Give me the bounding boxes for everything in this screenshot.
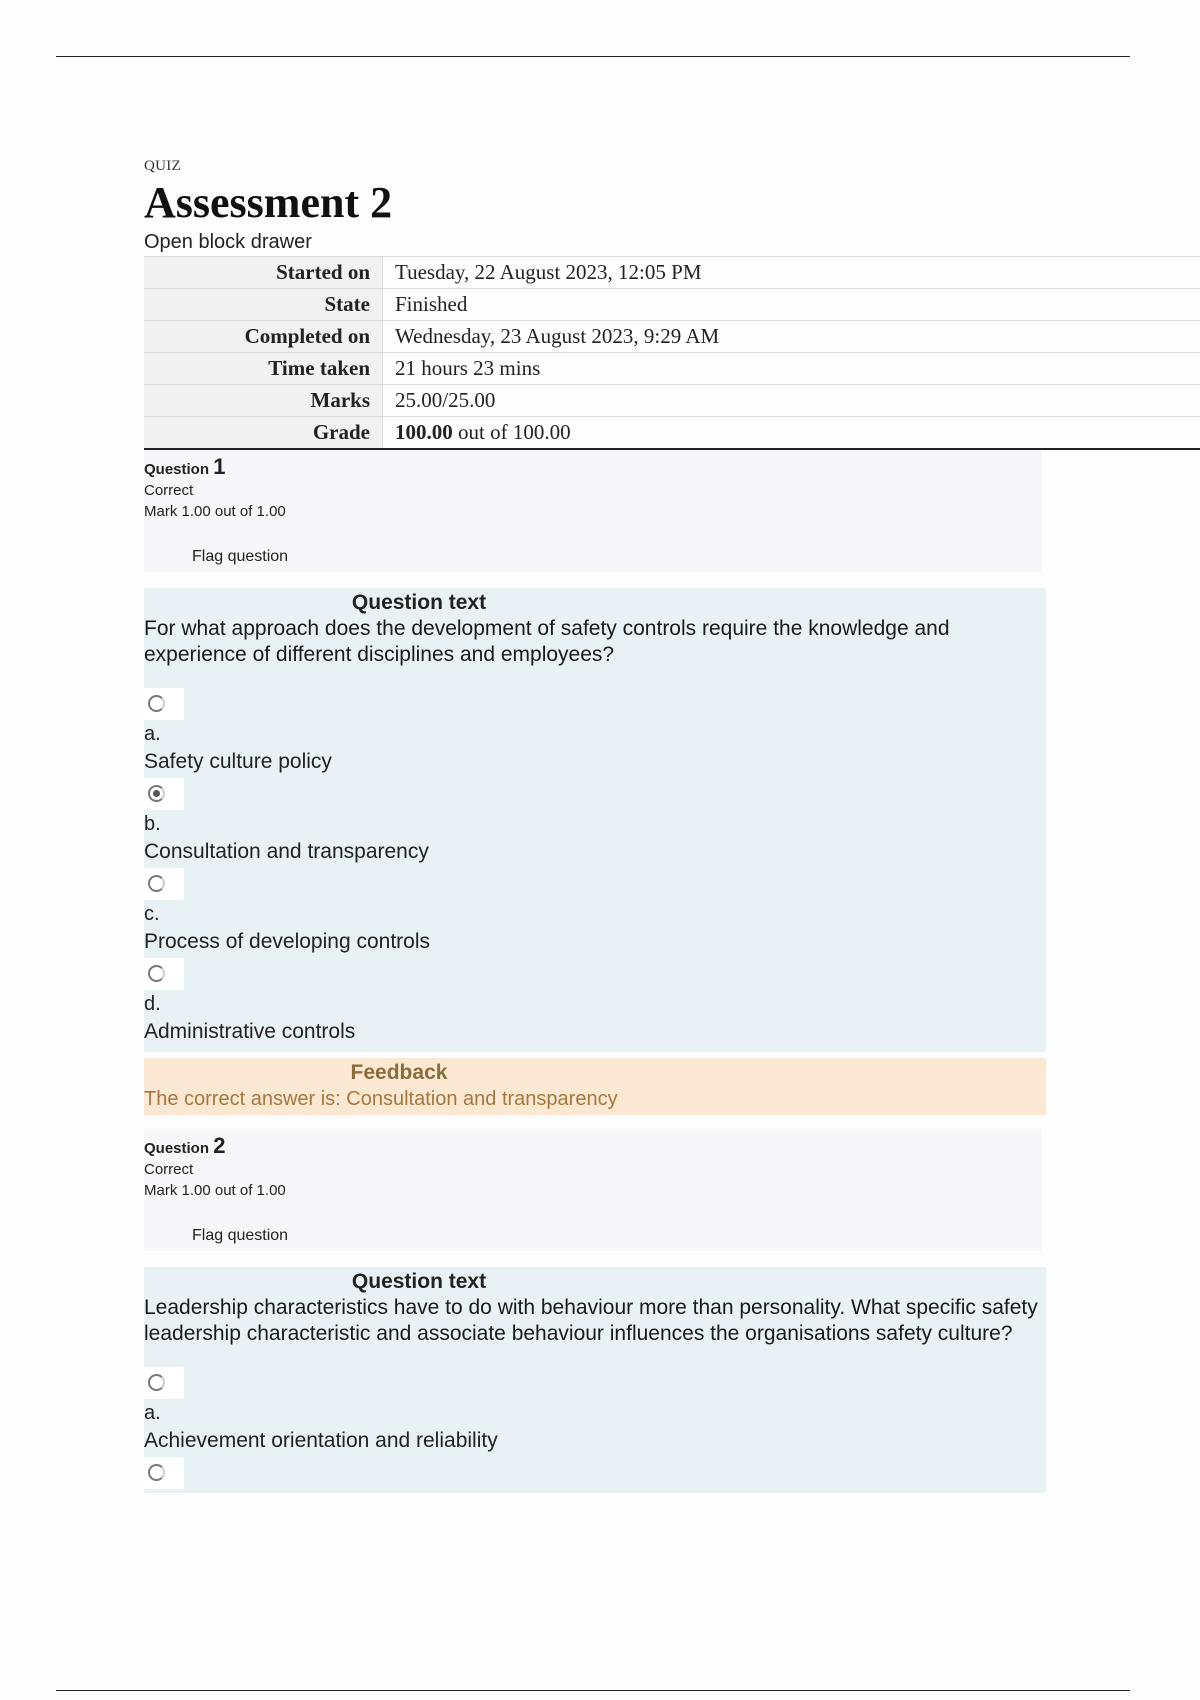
radio-container[interactable] <box>144 1367 184 1399</box>
answer-option[interactable] <box>144 778 1046 866</box>
bottom-rule <box>56 1690 1130 1691</box>
question-number: 2 <box>213 1133 226 1158</box>
summary-row <box>144 321 1200 353</box>
radio-container[interactable] <box>144 868 184 900</box>
option-label: Process of developing controls <box>144 930 430 953</box>
question-formulation <box>144 588 1046 1052</box>
answer-option[interactable] <box>144 1367 1046 1455</box>
radio-button[interactable] <box>148 965 165 982</box>
summary-label: Time taken <box>144 353 383 385</box>
question-title <box>144 454 1042 480</box>
flag-question-link[interactable]: Flag question <box>192 548 289 565</box>
summary-row <box>144 257 1200 289</box>
answer-options <box>144 1367 1046 1489</box>
feedback-text: The correct answer is: Consultation and transparency <box>144 1088 618 1110</box>
option-letter: a. <box>144 723 161 745</box>
feedback-heading: Feedback <box>350 1061 448 1084</box>
question-state: Correct <box>144 1161 194 1178</box>
radio-button[interactable] <box>148 695 165 712</box>
option-letter: a. <box>144 1402 161 1424</box>
question-text: For what approach does the development of safety controls require the knowledge and experience of different disciplines and employees? <box>144 617 950 666</box>
radio-button[interactable] <box>148 1374 165 1391</box>
radio-button[interactable] <box>148 875 165 892</box>
answer-options <box>144 688 1046 1046</box>
summary-value: Finished <box>383 289 1200 321</box>
answer-option[interactable] <box>144 868 1046 956</box>
radio-container[interactable] <box>144 958 184 990</box>
answer-option[interactable] <box>144 1457 1046 1489</box>
attempt-summary-table <box>144 256 1200 450</box>
option-label: Safety culture policy <box>144 750 332 773</box>
question-text-heading: Question text <box>351 591 487 614</box>
quiz-kicker: QUIZ <box>144 158 182 174</box>
question-label: Question <box>144 1140 210 1157</box>
option-letter: b. <box>144 813 161 835</box>
question-info <box>144 450 1042 572</box>
summary-label: Marks <box>144 385 383 417</box>
flag-question-link[interactable]: Flag question <box>192 1227 289 1244</box>
question-mark: Mark 1.00 out of 1.00 <box>144 503 286 520</box>
question-state: Correct <box>144 482 194 499</box>
summary-row <box>144 289 1200 321</box>
top-rule <box>56 56 1130 57</box>
radio-button[interactable] <box>148 1464 165 1481</box>
summary-row <box>144 385 1200 417</box>
question-title <box>144 1133 1042 1159</box>
option-label: Achievement orientation and reliability <box>144 1429 498 1452</box>
answer-option[interactable] <box>144 688 1046 776</box>
summary-value: Wednesday, 23 August 2023, 9:29 AM <box>383 321 1200 353</box>
open-block-drawer-link[interactable]: Open block drawer <box>144 231 312 253</box>
question-mark: Mark 1.00 out of 1.00 <box>144 1182 286 1199</box>
summary-value: 25.00/25.00 <box>383 385 1200 417</box>
answer-option[interactable] <box>144 958 1046 1046</box>
option-label: Administrative controls <box>144 1020 356 1043</box>
question-feedback <box>144 1058 1046 1115</box>
question-formulation <box>144 1267 1046 1493</box>
question-info <box>144 1129 1042 1251</box>
option-letter: d. <box>144 993 161 1015</box>
grade-out-of: out of 100.00 <box>452 420 571 444</box>
option-label: Consultation and transparency <box>144 840 429 863</box>
radio-container[interactable] <box>144 1457 184 1489</box>
radio-button-selected[interactable] <box>148 785 165 802</box>
summary-label: Started on <box>144 257 383 289</box>
summary-value: 21 hours 23 mins <box>383 353 1200 385</box>
summary-label: Completed on <box>144 321 383 353</box>
question-1 <box>144 450 1200 1115</box>
summary-value: Tuesday, 22 August 2023, 12:05 PM <box>383 257 1200 289</box>
question-number: 1 <box>213 454 226 479</box>
question-label: Question <box>144 461 210 478</box>
radio-container[interactable] <box>144 778 184 810</box>
summary-label: Grade <box>144 417 383 450</box>
summary-row <box>144 417 1200 450</box>
grade-value: 100.00 <box>395 420 453 444</box>
option-letter: c. <box>144 903 160 925</box>
summary-value <box>383 417 1200 450</box>
question-text: Leadership characteristics have to do with behaviour more than personality. What specific safety leadership characteristic and associate behaviour influences the organisations safety culture? <box>144 1296 1038 1345</box>
question-2 <box>144 1129 1200 1493</box>
radio-container[interactable] <box>144 688 184 720</box>
question-text-heading: Question text <box>351 1270 487 1293</box>
page-title: Assessment 2 <box>144 178 393 227</box>
quiz-review <box>144 158 1200 1493</box>
summary-row <box>144 353 1200 385</box>
summary-label: State <box>144 289 383 321</box>
